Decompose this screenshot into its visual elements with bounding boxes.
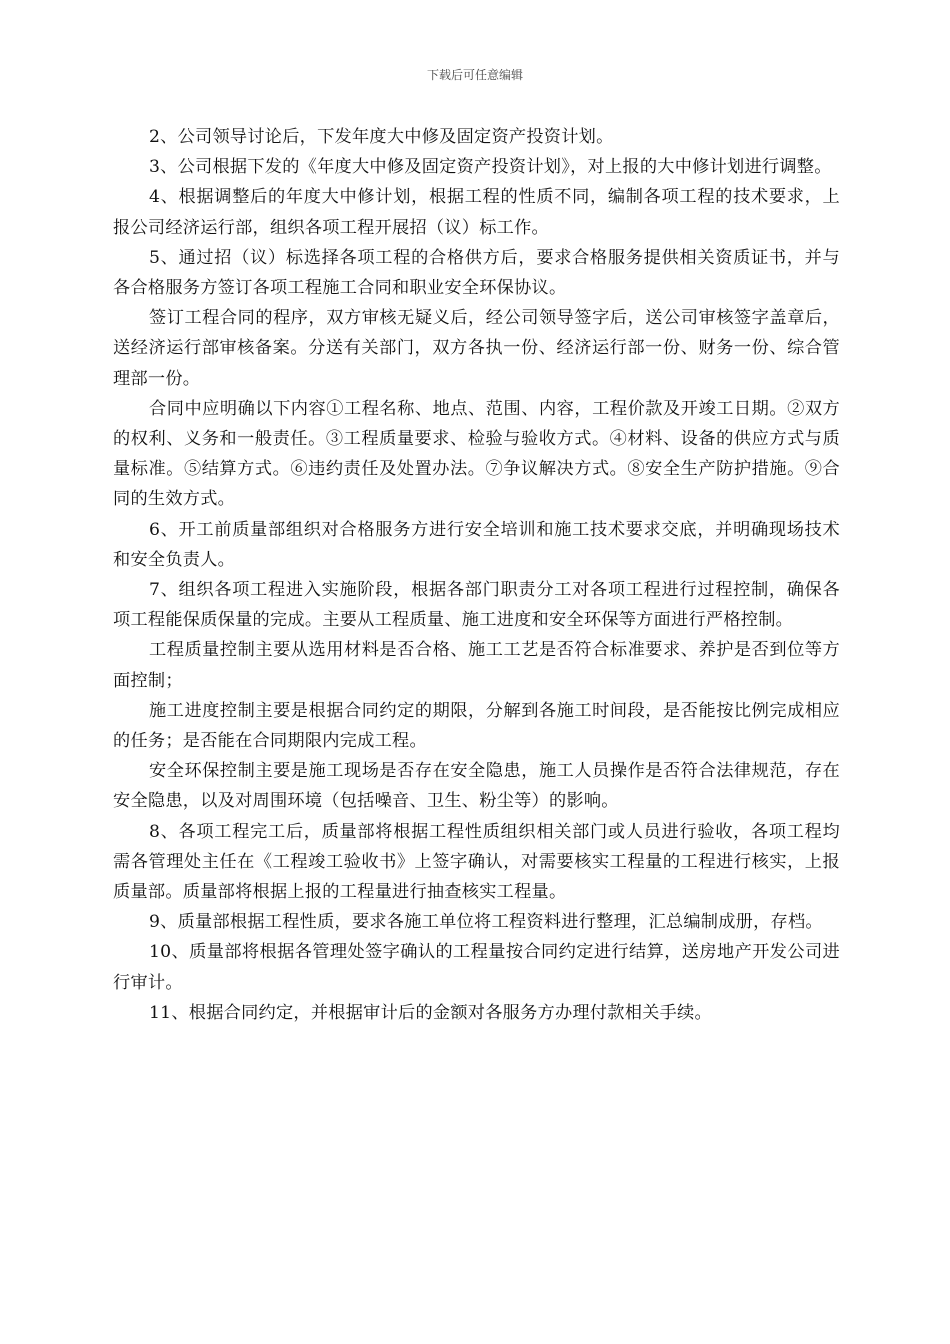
paragraph: 5、通过招（议）标选择各项工程的合格供方后，要求合格服务提供相关资质证书，并与各合格服务方签订各项工程施工合同和职业安全环保协议。 (113, 247, 840, 299)
page-header: 下载后可任意编辑 (426, 68, 523, 82)
paragraph: 11、根据合同约定，并根据审计后的金额对各服务方办理付款相关手续。 (149, 1002, 712, 1023)
paragraph: 9、质量部根据工程性质，要求各施工单位将工程资料进行整理，汇总编制成册，存档。 (149, 912, 823, 933)
paragraph: 安全环保控制主要是施工现场是否存在安全隐患，施工人员操作是否符合法律规范，存在安全隐患，以及对周围环境（包括噪音、卫生、粉尘等）的影响。 (113, 761, 840, 812)
paragraph: 2、公司领导讨论后，下发年度大中修及固定资产投资计划。 (149, 127, 614, 147)
paragraph: 6、开工前质量部组织对合格服务方进行安全培训和施工技术要求交底，并明确现场技术和安全负责人。 (113, 519, 840, 570)
paragraph: 7、组织各项工程进入实施阶段，根据各部门职责分工对各项工程进行过程控制，确保各项工程能保质保量的完成。主要从工程质量、施工进度和安全环保等方面进行严格控制。 (113, 580, 840, 631)
paragraph: 8、各项工程完工后，质量部将根据工程性质组织相关部门或人员进行验收，各项工程均需各管理处主任在《工程竣工验收书》上签字确认，对需要核实工程量的工程进行核实，上报质量部。质量部将根据上报的工程量进行抽查核实工程量。 (113, 821, 840, 903)
paragraph: 签订工程合同的程序，双方审核无疑义后，经公司领导签字后，送公司审核签字盖章后，送经济运行部审核备案。分送有关部门，双方各执一份、经济运行部一份、财务一份、综合管理部一份。 (113, 308, 840, 389)
document-body (113, 122, 840, 1028)
paragraph: 施工进度控制主要是根据合同约定的期限，分解到各施工时间段，是否能按比例完成相应的任务；是否能在合同期限内完成工程。 (113, 700, 840, 752)
paragraph: 10、质量部将根据各管理处签字确认的工程量按合同约定进行结算，送房地产开发公司进行审计。 (113, 942, 840, 993)
paragraph: 工程质量控制主要从选用材料是否合格、施工工艺是否符合标准要求、养护是否到位等方面控制； (113, 640, 840, 691)
paragraph-contract-contents: 合同中应明确以下内容①工程名称、地点、范围、内容，工程价款及开竣工日期。②双方的权利、义务和一般责任。③工程质量要求、检验与验收方式。④材料、设备的供应方式与质量标准。⑤结算方式。⑥违约责任及处置办法。⑦争议解决方式。⑧安全生产防护措施。⑨合同的生效方式。 (113, 398, 840, 510)
paragraph: 3、公司根据下发的《年度大中修及固定资产投资计划》，对上报的大中修计划进行调整。 (149, 157, 832, 178)
paragraph: 4、根据调整后的年度大中修计划，根据工程的性质不同，编制各项工程的技术要求，上报公司经济运行部，组织各项工程开展招（议）标工作。 (113, 187, 840, 238)
